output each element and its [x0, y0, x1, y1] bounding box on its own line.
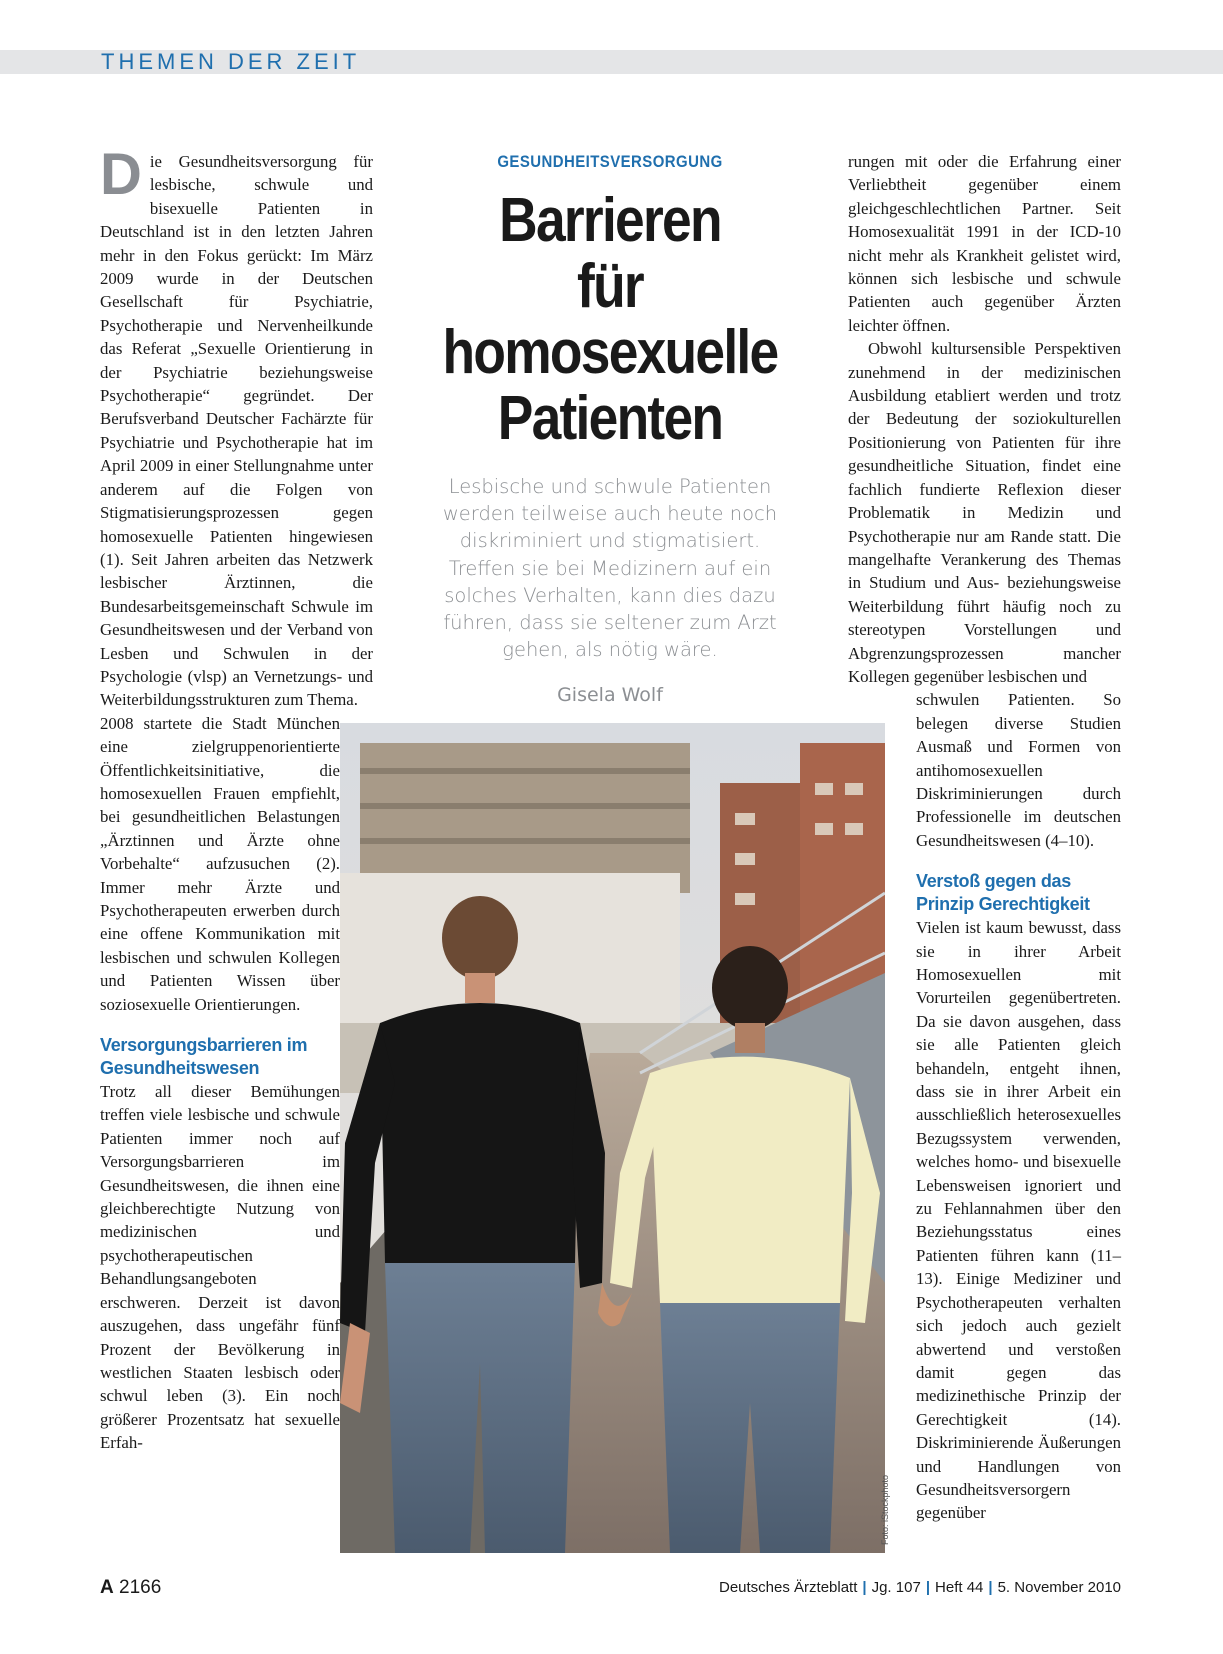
drop-cap: D	[100, 142, 142, 207]
paragraph-continued: rungen mit oder die Erfahrung einer Verliebtheit gegenüber einem gleichgeschlechtlichen Partner. Seit Homosexualität 1991 in der ICD-10 nicht mehr als Krankheit gelistet wird, können sich lesbische und schwule Patienten auch gegenüber Ärzten leichter öffnen.	[848, 152, 1121, 335]
journal-name: Deutsches Ärzteblatt	[718, 1579, 858, 1596]
journal-date: 5. November 2010	[997, 1579, 1121, 1596]
article-author: Gisela Wolf	[557, 684, 663, 706]
section-label: THEMEN DER ZEIT	[101, 49, 361, 74]
article-title	[438, 188, 782, 452]
title-line: Barrieren	[499, 186, 721, 255]
page-number	[100, 1577, 161, 1599]
photo-credit: Foto: iStockphoto	[880, 1474, 890, 1545]
title-line: Patienten	[497, 384, 723, 453]
separator: |	[862, 1579, 867, 1596]
page-prefix: A	[100, 1577, 114, 1598]
paragraph-perspectives: Obwohl kultursensible Perspektiven zunehmend in der medizinischen Ausbildung etabliert werden und trotz der Bedeutung der soziokulturellen Positionierung von Patienten für ihre gesundheitliche Situation, findet eine fachlich fundierte Reflexion dieser Problematik in Medizin und Psychotherapie nur am Rande statt. Die mangelhafte Verankerung des Themas in Studium und Aus- beziehungsweise Weiterbildung führt häufig noch zu stereotypen Vorstellungen und Abgrenzungsprozessen mancher Kollegen gegenüber lesbischen und	[848, 339, 1121, 686]
paragraph-intro	[100, 142, 373, 712]
column-left	[100, 142, 373, 1455]
subhead-gerechtigkeit: Verstoß gegen das Prinzip Gerechtigkeit	[916, 871, 1090, 915]
column-right	[848, 150, 1121, 1525]
title-line: für	[577, 252, 643, 321]
paragraph-intro-cont: 2008 startete die Stadt München eine zielgruppenorientierte Öffentlichkeitsinitiative, die homosexuellen Frauen empfiehlt, bei gesundheitlichen Belastungen „Ärztinnen und Ärzte ohne Vorbehalte“ aufzusuchen (2). Immer mehr Ärzte und Psychotherapeuten erwerben durch eine offene Kommunikation mit lesbischen und schwulen Kollegen und Patienten Wissen über soziosexuelle Orientierungen.	[100, 713, 340, 1014]
article-deck: Lesbische und schwule Patienten werden teilweise auch heute noch diskriminiert und stigmatisiert. Treffen sie bei Medizinern auf ein solches Verhalten, kann dies dazu führen, dass sie seltener zum Arzt gehen, als nötig wäre.	[442, 475, 778, 662]
separator: |	[925, 1579, 931, 1596]
photo-two-men-holding-hands	[340, 723, 885, 1553]
separator: |	[988, 1579, 993, 1596]
article-kicker: GESUNDHEITSVERSORGUNG	[497, 152, 723, 171]
paragraph-gerechtigkeit: Vielen ist kaum bewusst, dass sie in ihrer Arbeit Homosexuellen mit Vorurteilen gegenübertreten. Da sie davon ausgehen, dass sie alle Patienten gleich behandeln, entgeht ihnen, dass sie in ihrer Arbeit ein ausschließlich heterosexuelles Bezugssystem verwenden, welches homo- und bisexuelle Lebensweisen ignoriert und zu Fehlannahmen über den Beziehungsstatus eines Patienten führen kann (11–13). Einige Mediziner und Psychotherapeuten verhalten sich jedoch auch gezielt abwertend und verstoßen damit gegen das medizinethische Prinzip der Gerechtigkeit (14). Diskriminierende Äußerungen und Handlungen von Gesundheitsversorgern gegenüber	[916, 918, 1121, 1523]
journal-issue: Heft 44	[935, 1579, 984, 1596]
page-number-value: 2166	[119, 1577, 162, 1598]
paragraph-perspectives-cont: schwulen Patienten. So belegen diverse Studien Ausmaß und Formen von antihomosexuellen Diskriminierungen durch Professionelle im deutschen Gesundheitswesen (4–10).	[916, 690, 1121, 850]
head-right	[712, 946, 788, 1030]
title-line: homosexuelle	[442, 318, 778, 387]
journal-volume: Jg. 107	[871, 1579, 921, 1596]
article-photo	[340, 723, 885, 1553]
intro-text: ie Gesundheitsversorgung für lesbische, schwule und bisexuelle Patienten in Deutschland ist in den letzten Jahren mehr in den Fokus gerückt: Im März 2009 wurde in der Deutschen Gesellschaft für Psychiatrie, Psychotherapie und Nervenheilkunde das Referat „Sexuelle Orientierung in der Psychiatrie beziehungsweise Psychotherapie“ gegründet. Der Berufsverband Deutscher Fachärzte für Psychiatrie und Psychotherapie hat im April 2009 in einer Stellungnahme unter anderem auf die Folgen von Stigmatisierungsprozessen gegen homosexuelle Patienten hingewiesen (1). Seit Jahren arbeiten das Netzwerk lesbischer Ärztinnen, die Bundesarbeitsgemeinschaft Schwule im Gesundheitswesen und der Verband von Lesben und Schwulen in der Psychologie (vlsp) an Vernetzungs- und Weiterbildungsstrukturen zum Thema.	[100, 152, 373, 710]
head-left	[442, 896, 518, 980]
journal-info	[719, 1579, 1121, 1596]
page-footer	[100, 1577, 1121, 1603]
paragraph-barriers: Trotz all dieser Bemühungen treffen viele lesbische und schwule Patienten immer noch auf Versorgungsbarrieren im Gesundheitswesen, die ihnen eine gleichberechtigte Nutzung von medizinischen und psychotherapeutischen Behandlungsangeboten erschweren. Derzeit ist davon auszugehen, dass ungefähr fünf Prozent der Bevölkerung in westlichen Staaten lesbisch oder schwul leben (3). Ein noch größerer Prozentsatz hat sexuelle Erfah-	[100, 1082, 340, 1453]
subhead-versorgungsbarrieren: Versorgungsbarrieren im Gesundheitswesen	[100, 1035, 308, 1079]
